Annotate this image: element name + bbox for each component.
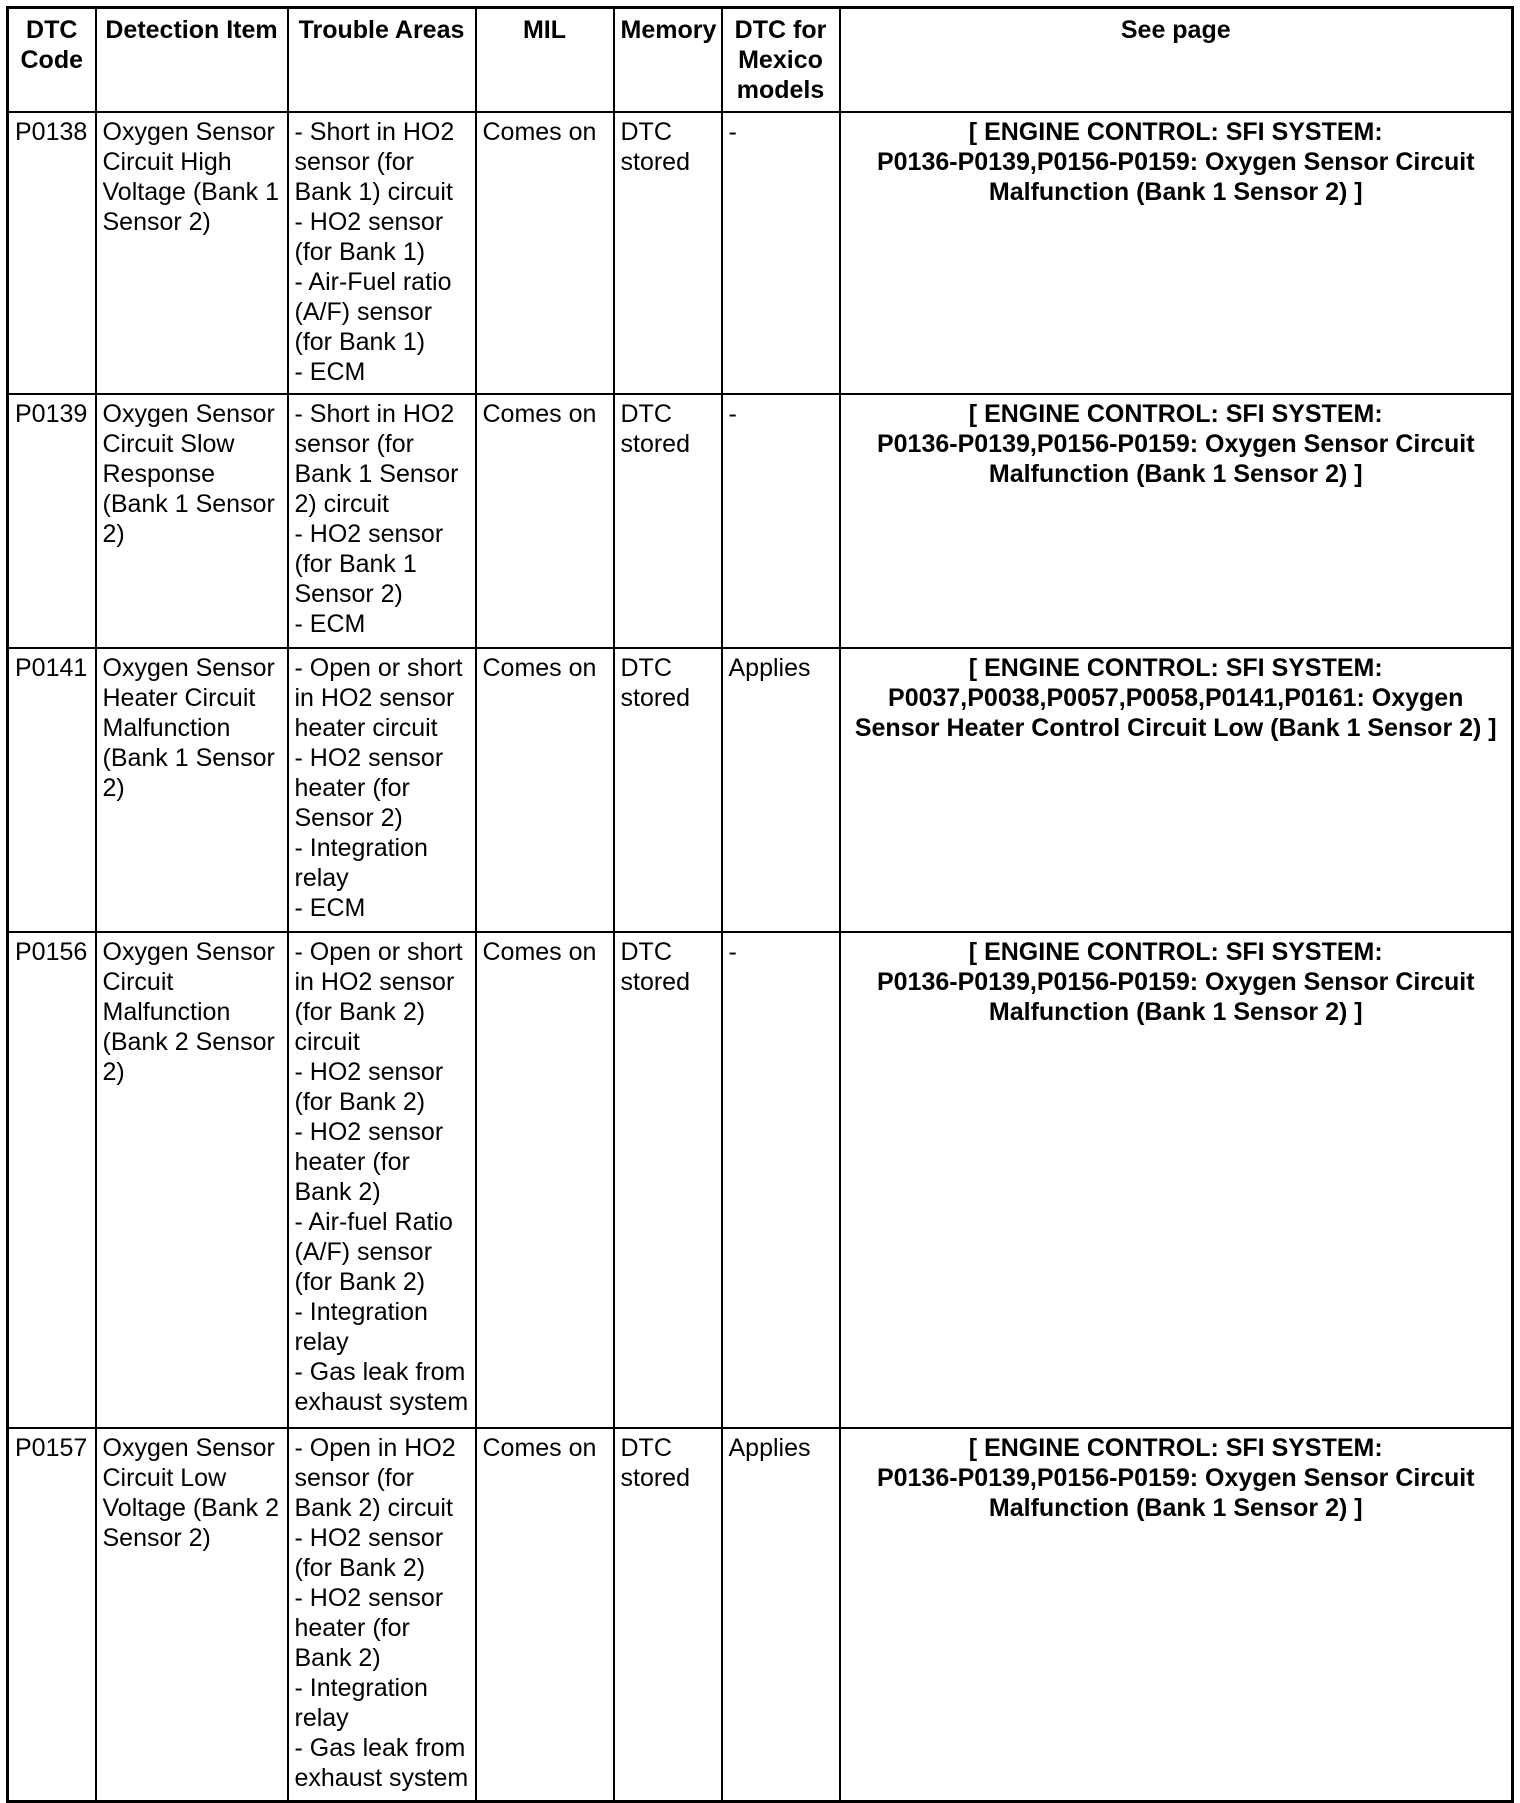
detection-item-cell: Oxygen Sensor Circuit High Voltage (Bank 1 Sensor 2) — [96, 112, 288, 394]
header-trouble-areas: Trouble Areas — [288, 8, 476, 112]
mil-cell: Comes on — [476, 394, 614, 648]
see-page-cell: [ ENGINE CONTROL: SFI SYSTEM: P0136-P0139,P0156-P0159: Oxygen Sensor Circuit Malfunction (Bank 1 Sensor 2) ] — [840, 394, 1513, 648]
header-row — [8, 8, 1513, 112]
mexico-cell: Applies — [722, 1428, 840, 1802]
header-dtc-mexico: DTC for Mexico models — [722, 8, 840, 112]
trouble-areas-cell: - Short in HO2 sensor (for Bank 1 Sensor 2) circuit - HO2 sensor (for Bank 1 Sensor 2) - ECM — [288, 394, 476, 648]
see-page-cell: [ ENGINE CONTROL: SFI SYSTEM: P0136-P0139,P0156-P0159: Oxygen Sensor Circuit Malfunction (Bank 1 Sensor 2) ] — [840, 112, 1513, 394]
dtc-code-cell: P0141 — [8, 648, 96, 932]
trouble-areas-cell: - Open or short in HO2 sensor heater circuit - HO2 sensor heater (for Sensor 2) - Integration relay - ECM — [288, 648, 476, 932]
header-mil: MIL — [476, 8, 614, 112]
mexico-cell: - — [722, 112, 840, 394]
see-page-cell: [ ENGINE CONTROL: SFI SYSTEM: P0136-P0139,P0156-P0159: Oxygen Sensor Circuit Malfunction (Bank 1 Sensor 2) ] — [840, 932, 1513, 1428]
detection-item-cell: Oxygen Sensor Circuit Malfunction (Bank 2 Sensor 2) — [96, 932, 288, 1428]
table-row — [8, 394, 1513, 648]
memory-cell: DTC stored — [614, 394, 722, 648]
mexico-cell: Applies — [722, 648, 840, 932]
see-page-cell: [ ENGINE CONTROL: SFI SYSTEM: P0037,P0038,P0057,P0058,P0141,P0161: Oxygen Sensor Heater Control Circuit Low (Bank 1 Sensor 2) ] — [840, 648, 1513, 932]
header-see-page: See page — [840, 8, 1513, 112]
header-detection-item: Detection Item — [96, 8, 288, 112]
dtc-code-cell: P0138 — [8, 112, 96, 394]
trouble-areas-cell: - Short in HO2 sensor (for Bank 1) circuit - HO2 sensor (for Bank 1) - Air-Fuel ratio (A/F) sensor (for Bank 1) - ECM — [288, 112, 476, 394]
header-dtc-code: DTC Code — [8, 8, 96, 112]
memory-cell: DTC stored — [614, 648, 722, 932]
mexico-cell: - — [722, 394, 840, 648]
mil-cell: Comes on — [476, 932, 614, 1428]
dtc-code-cell: P0139 — [8, 394, 96, 648]
dtc-table — [6, 6, 1514, 1803]
table-row — [8, 932, 1513, 1428]
dtc-code-cell: P0156 — [8, 932, 96, 1428]
detection-item-cell: Oxygen Sensor Circuit Slow Response (Bank 1 Sensor 2) — [96, 394, 288, 648]
table-row — [8, 1428, 1513, 1802]
memory-cell: DTC stored — [614, 112, 722, 394]
mil-cell: Comes on — [476, 112, 614, 394]
mil-cell: Comes on — [476, 648, 614, 932]
memory-cell: DTC stored — [614, 1428, 722, 1802]
mil-cell: Comes on — [476, 1428, 614, 1802]
detection-item-cell: Oxygen Sensor Circuit Low Voltage (Bank 2 Sensor 2) — [96, 1428, 288, 1802]
table-row — [8, 112, 1513, 394]
see-page-cell: [ ENGINE CONTROL: SFI SYSTEM: P0136-P0139,P0156-P0159: Oxygen Sensor Circuit Malfunction (Bank 1 Sensor 2) ] — [840, 1428, 1513, 1802]
detection-item-cell: Oxygen Sensor Heater Circuit Malfunction (Bank 1 Sensor 2) — [96, 648, 288, 932]
header-memory: Memory — [614, 8, 722, 112]
mexico-cell: - — [722, 932, 840, 1428]
trouble-areas-cell: - Open in HO2 sensor (for Bank 2) circuit - HO2 sensor (for Bank 2) - HO2 sensor heater (for Bank 2) - Integration relay - Gas leak from exhaust system — [288, 1428, 476, 1802]
memory-cell: DTC stored — [614, 932, 722, 1428]
trouble-areas-cell: - Open or short in HO2 sensor (for Bank 2) circuit - HO2 sensor (for Bank 2) - HO2 sensor heater (for Bank 2) - Air-fuel Ratio (A/F) sensor (for Bank 2) - Integration relay - Gas leak from exhaust system — [288, 932, 476, 1428]
table-row — [8, 648, 1513, 932]
dtc-code-cell: P0157 — [8, 1428, 96, 1802]
